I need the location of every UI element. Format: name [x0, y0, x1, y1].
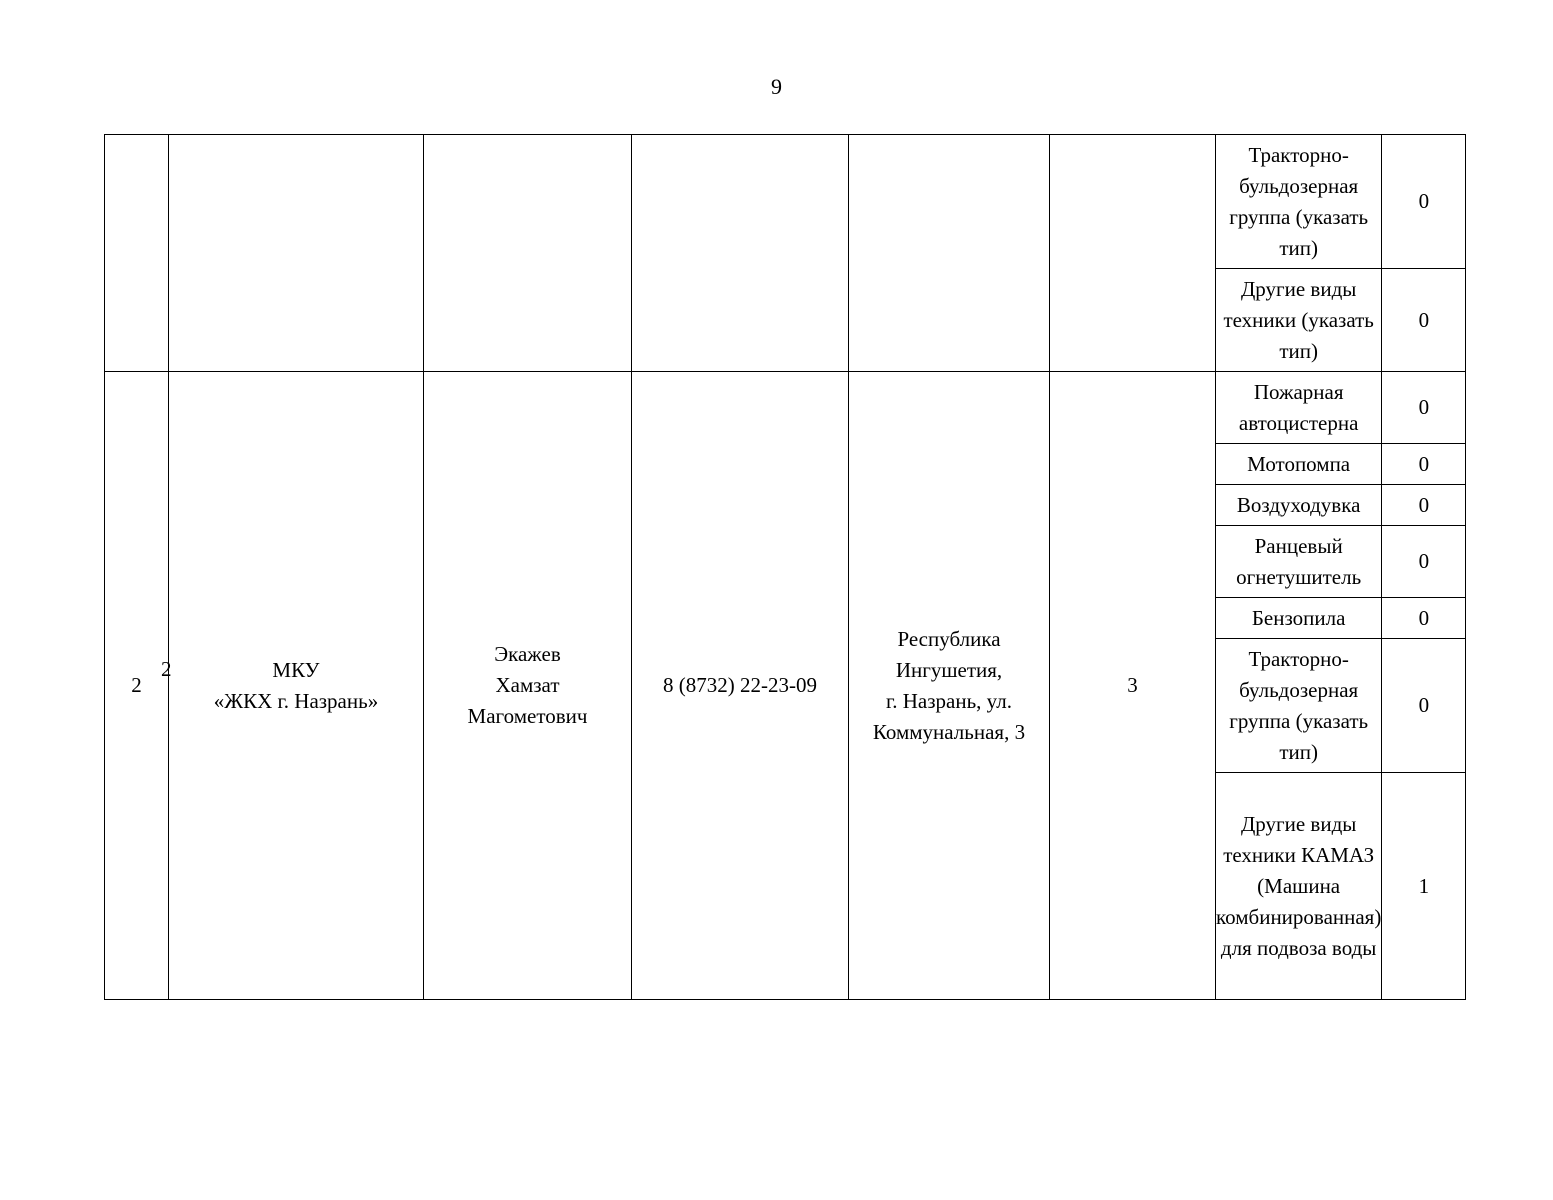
empty-cell — [1050, 135, 1216, 372]
empty-cell — [849, 135, 1050, 372]
empty-cell — [632, 135, 849, 372]
address-line: Ингушетия, — [895, 657, 1003, 682]
equipment-count-cell: 0 — [1382, 598, 1466, 639]
organization-line: МКУ — [272, 657, 320, 682]
equipment-name-cell: Другие виды техники (указать тип) — [1216, 269, 1382, 372]
address-line: г. Назрань, ул. — [886, 688, 1012, 713]
head-name-cell — [424, 372, 632, 1000]
row-number-cell — [105, 372, 172, 1000]
address-line: Республика — [897, 626, 1001, 651]
equipment-name-cell: Мотопомпа — [1216, 444, 1382, 485]
personnel-cell: 3 — [1050, 372, 1216, 1000]
equipment-name-cell: Пожарная автоцистерна — [1216, 372, 1382, 444]
table-row — [105, 372, 1466, 444]
address-cell — [849, 372, 1050, 1000]
equipment-name-cell: Тракторно-бульдозерная группа (указать тип) — [1216, 639, 1382, 773]
equipment-count-cell: 0 — [1382, 526, 1466, 598]
head-name-line: Хамзат — [495, 673, 560, 697]
equipment-name-cell: Воздуходувка — [1216, 485, 1382, 526]
equipment-count-cell: 0 — [1382, 269, 1466, 372]
equipment-count-cell: 0 — [1382, 444, 1466, 485]
address-line: Коммунальная, 3 — [872, 719, 1026, 744]
empty-cell — [105, 135, 169, 372]
equipment-name-cell: Ранцевый огнетушитель — [1216, 526, 1382, 598]
head-name-line: Магометович — [467, 704, 588, 728]
equipment-count-cell: 0 — [1382, 372, 1466, 444]
page-number: 9 — [771, 74, 782, 99]
organization-cell — [169, 372, 424, 1000]
row-number-overlap: 2 — [161, 657, 172, 681]
table-row — [105, 135, 1466, 269]
empty-cell — [169, 135, 424, 372]
equipment-count-cell: 0 — [1382, 135, 1466, 269]
head-name-line: Экажев — [494, 642, 561, 666]
row-number: 2 — [131, 673, 142, 697]
phone-cell: 8 (8732) 22-23-09 — [632, 372, 849, 1000]
empty-cell — [424, 135, 632, 372]
equipment-count-cell: 1 — [1382, 773, 1466, 1000]
equipment-count-cell: 0 — [1382, 639, 1466, 773]
organization-line: «ЖКХ г. Назрань» — [213, 688, 379, 713]
equipment-name-cell: Тракторно-бульдозерная группа (указать тип) — [1216, 135, 1382, 269]
equipment-name-cell: Другие виды техники КАМАЗ (Машина комбинированная) для подвоза воды — [1216, 773, 1382, 1000]
equipment-name-cell: Бензопила — [1216, 598, 1382, 639]
equipment-table — [104, 134, 1466, 1000]
equipment-count-cell: 0 — [1382, 485, 1466, 526]
